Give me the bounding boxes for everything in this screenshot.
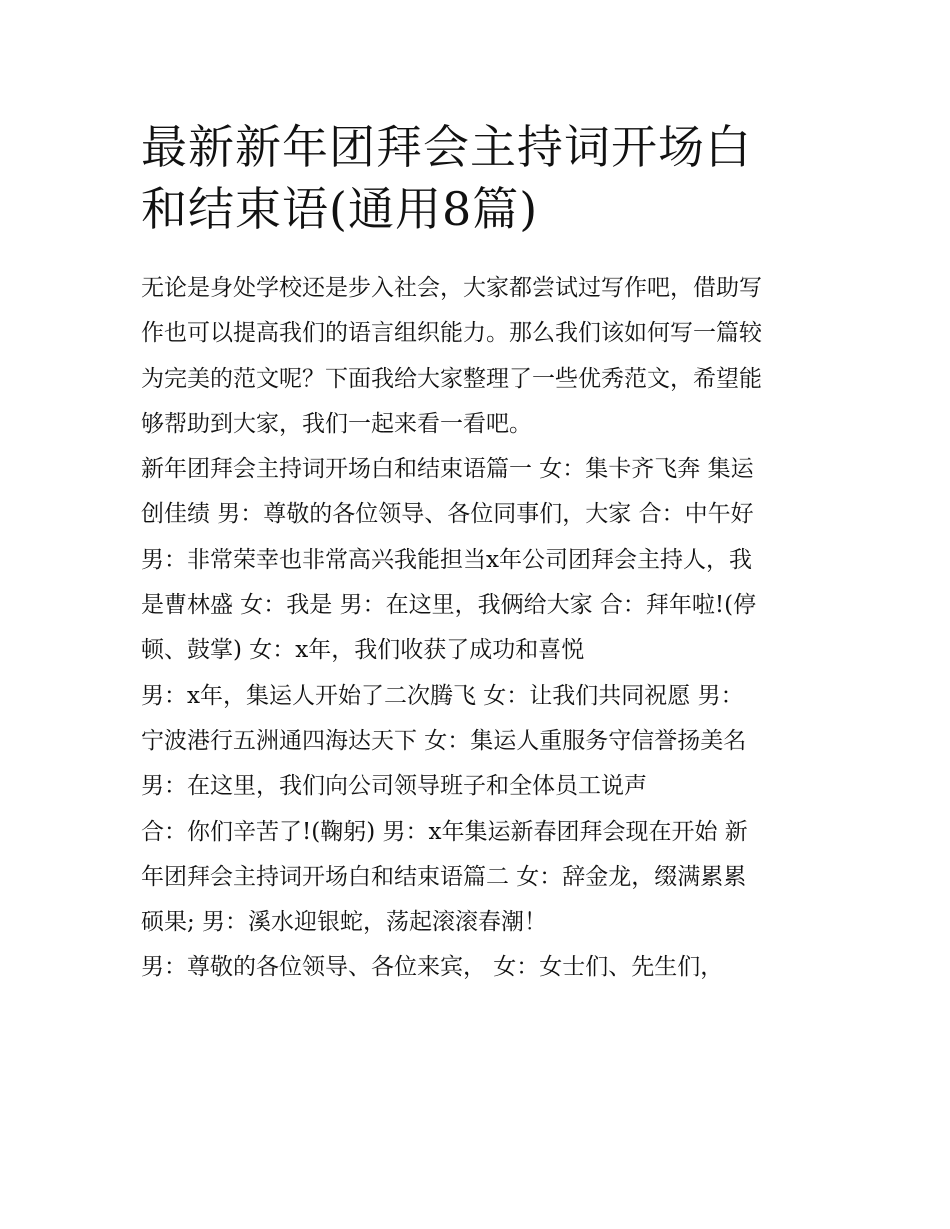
body-line: 创佳绩 男：尊敬的各位领导、各位同事们，大家 合：中午好 [141, 501, 754, 528]
body-text [141, 266, 821, 991]
title-line-2: 和结束语(通用8篇) [141, 182, 539, 236]
body-line: 宁波港行五洲通四海达天下 女：集运人重服务守信誉扬美名 [141, 727, 747, 754]
body-line: 为完美的范文呢？下面我给大家整理了一些优秀范文，希望能 [141, 365, 762, 392]
body-line: 作也可以提高我们的语言组织能力。那么我们该如何写一篇较 [141, 320, 762, 347]
body-line: 男：x年，集运人开始了二次腾飞 女：让我们共同祝愿 男： [141, 682, 744, 709]
body-line: 男：在这里，我们向公司领导班子和全体员工说声 [141, 773, 647, 800]
document-content [141, 116, 821, 991]
body-line: 无论是身处学校还是步入社会，大家都尝试过写作吧，借助写 [141, 275, 762, 301]
body-line: 合：你们辛苦了!(鞠躬) 男：x年集运新春团拜会现在开始 新 [141, 818, 748, 845]
body-line: 是曹林盛 女：我是 男：在这里，我俩给大家 合：拜年啦!(停 [141, 592, 757, 619]
body-line: 男：尊敬的各位领导、各位来宾， 女：女士们、先生们， [141, 954, 724, 981]
body-line: 男：非常荣幸也非常高兴我能担当x年公司团拜会主持人，我 [141, 546, 752, 573]
body-line: 硕果; 男：溪水迎银蛇，荡起滚滚春潮！ [141, 909, 548, 936]
body-line: 年团拜会主持词开场白和结束语篇二 女：辞金龙，缀满累累 [141, 863, 747, 890]
body-line: 顿、鼓掌) 女：x年，我们收获了成功和喜悦 [141, 637, 585, 664]
document-title [141, 116, 821, 240]
body-line: 够帮助到大家，我们一起来看一看吧。 [141, 410, 532, 437]
title-line-1: 最新新年团拜会主持词开场白 [141, 120, 752, 174]
body-line: 新年团拜会主持词开场白和结束语篇一 女：集卡齐飞奔 集运 [141, 456, 754, 483]
